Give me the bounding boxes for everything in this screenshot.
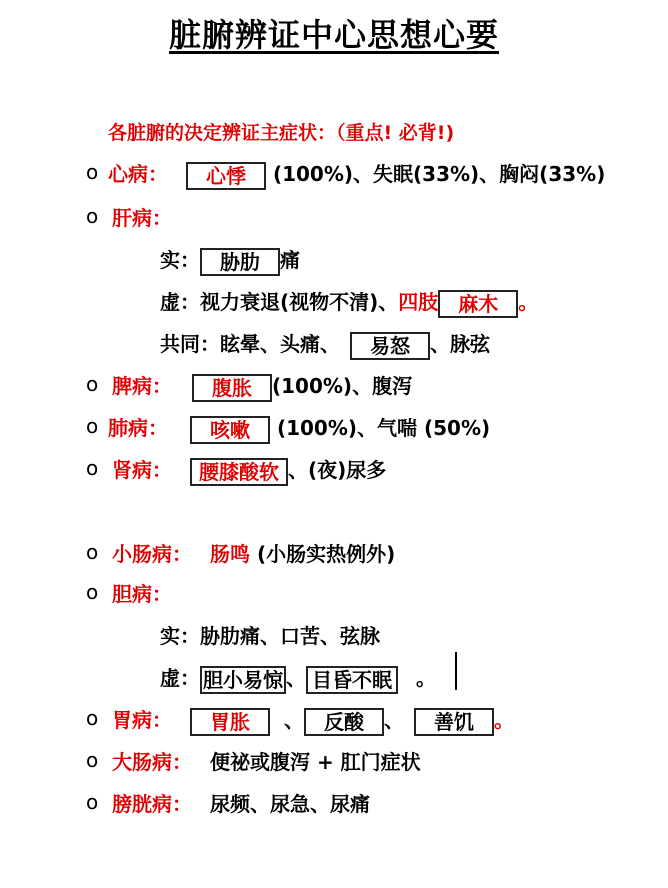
row-stomach <box>112 704 514 736</box>
liver-common-text: 眩晕、头痛、 <box>220 332 340 356</box>
lung-key-box: 咳嗽 <box>190 416 270 444</box>
bullet-gallbladder: o <box>86 580 99 604</box>
spleen-rest: (100%)、腹泻 <box>272 374 413 398</box>
stomach-label: 胃病： <box>112 708 172 732</box>
lung-rest: (100%)、气喘 (50%) <box>270 416 491 440</box>
row-heart <box>108 158 605 190</box>
gallbladder-label: 胆病： <box>112 582 172 606</box>
liver-label: 肝病： <box>112 206 172 230</box>
small-intestine-rest: (小肠实热例外) <box>250 542 396 566</box>
row-lung <box>108 412 490 444</box>
liver-common-rest: 、脉弦 <box>430 332 490 356</box>
bullet-small-intestine: o <box>86 540 99 564</box>
large-intestine-text: 便祕或腹泻 + 肛门症状 <box>210 750 421 774</box>
spleen-label: 脾病： <box>112 374 172 398</box>
bullet-liver: o <box>86 204 99 228</box>
gallbladder-shi-label: 实： <box>160 624 200 648</box>
liver-shi-label: 实： <box>160 248 200 272</box>
row-bladder <box>112 788 370 817</box>
bullet-heart: o <box>86 160 99 184</box>
gallbladder-xu-box2: 目昏不眠 <box>306 666 398 694</box>
page-title: 脏腑辨证中心思想心要 <box>168 16 499 54</box>
small-intestine-label: 小肠病： <box>112 542 192 566</box>
heart-label: 心病： <box>108 162 168 186</box>
bullet-spleen: o <box>86 372 99 396</box>
heart-rest: (100%)、失眠(33%)、胸闷(33%) <box>266 162 606 186</box>
stomach-end: 。 <box>494 708 514 732</box>
row-gallbladder-shi <box>160 620 380 649</box>
bullet-kidney: o <box>86 456 99 480</box>
gallbladder-xu-label: 虚： <box>160 666 200 690</box>
page-subtitle: 各脏腑的决定辨证主症状：（重点! 必背!) <box>108 122 455 144</box>
row-large-intestine <box>112 746 421 775</box>
row-liver-shi <box>160 244 300 276</box>
row-kidney <box>112 454 386 486</box>
row-liver-common <box>160 328 490 360</box>
stomach-box2: 反酸 <box>304 708 384 736</box>
small-intestine-red: 肠鸣 <box>210 542 250 566</box>
bullet-lung: o <box>86 414 99 438</box>
lung-label: 肺病： <box>108 416 168 440</box>
spleen-key-box: 腹胀 <box>192 374 272 402</box>
kidney-label: 肾病： <box>112 458 172 482</box>
bullet-bladder: o <box>86 790 99 814</box>
stomach-sep2: 、 <box>384 708 404 732</box>
row-spleen <box>112 370 412 402</box>
liver-shi-box: 胁肋 <box>200 248 280 276</box>
text-cursor-bar <box>455 652 457 690</box>
gallbladder-xu-sep: 、 <box>286 666 306 690</box>
liver-xu-red: 四肢 <box>398 290 439 314</box>
liver-xu-label: 虚： <box>160 290 200 314</box>
row-liver-xu <box>160 286 538 318</box>
bullet-stomach: o <box>86 706 99 730</box>
gallbladder-shi-text: 胁肋痛、口苦、弦脉 <box>200 624 380 648</box>
heart-key-box: 心悸 <box>186 162 266 190</box>
large-intestine-label: 大肠病： <box>112 750 192 774</box>
kidney-rest: 、(夜)尿多 <box>288 458 387 482</box>
gallbladder-xu-end: 。 <box>416 666 436 690</box>
stomach-box3: 善饥 <box>414 708 494 736</box>
bullet-large-intestine: o <box>86 748 99 772</box>
stomach-sep1: 、 <box>284 708 304 732</box>
kidney-key-box: 腰膝酸软 <box>190 458 288 486</box>
gallbladder-xu-box1: 胆小易惊 <box>200 666 286 694</box>
row-gallbladder-xu <box>160 662 436 694</box>
bladder-label: 膀胱病： <box>112 792 192 816</box>
bladder-text: 尿频、尿急、尿痛 <box>210 792 370 816</box>
row-small-intestine <box>112 538 395 567</box>
liver-xu-text: 视力衰退(视物不清)、 <box>200 290 399 314</box>
liver-common-box: 易怒 <box>350 332 430 360</box>
stomach-box1: 胃胀 <box>190 708 270 736</box>
liver-xu-box: 麻木 <box>438 290 518 318</box>
liver-xu-end: 。 <box>518 290 539 314</box>
liver-shi-rest: 痛 <box>280 248 300 272</box>
liver-common-label: 共同： <box>160 332 220 356</box>
